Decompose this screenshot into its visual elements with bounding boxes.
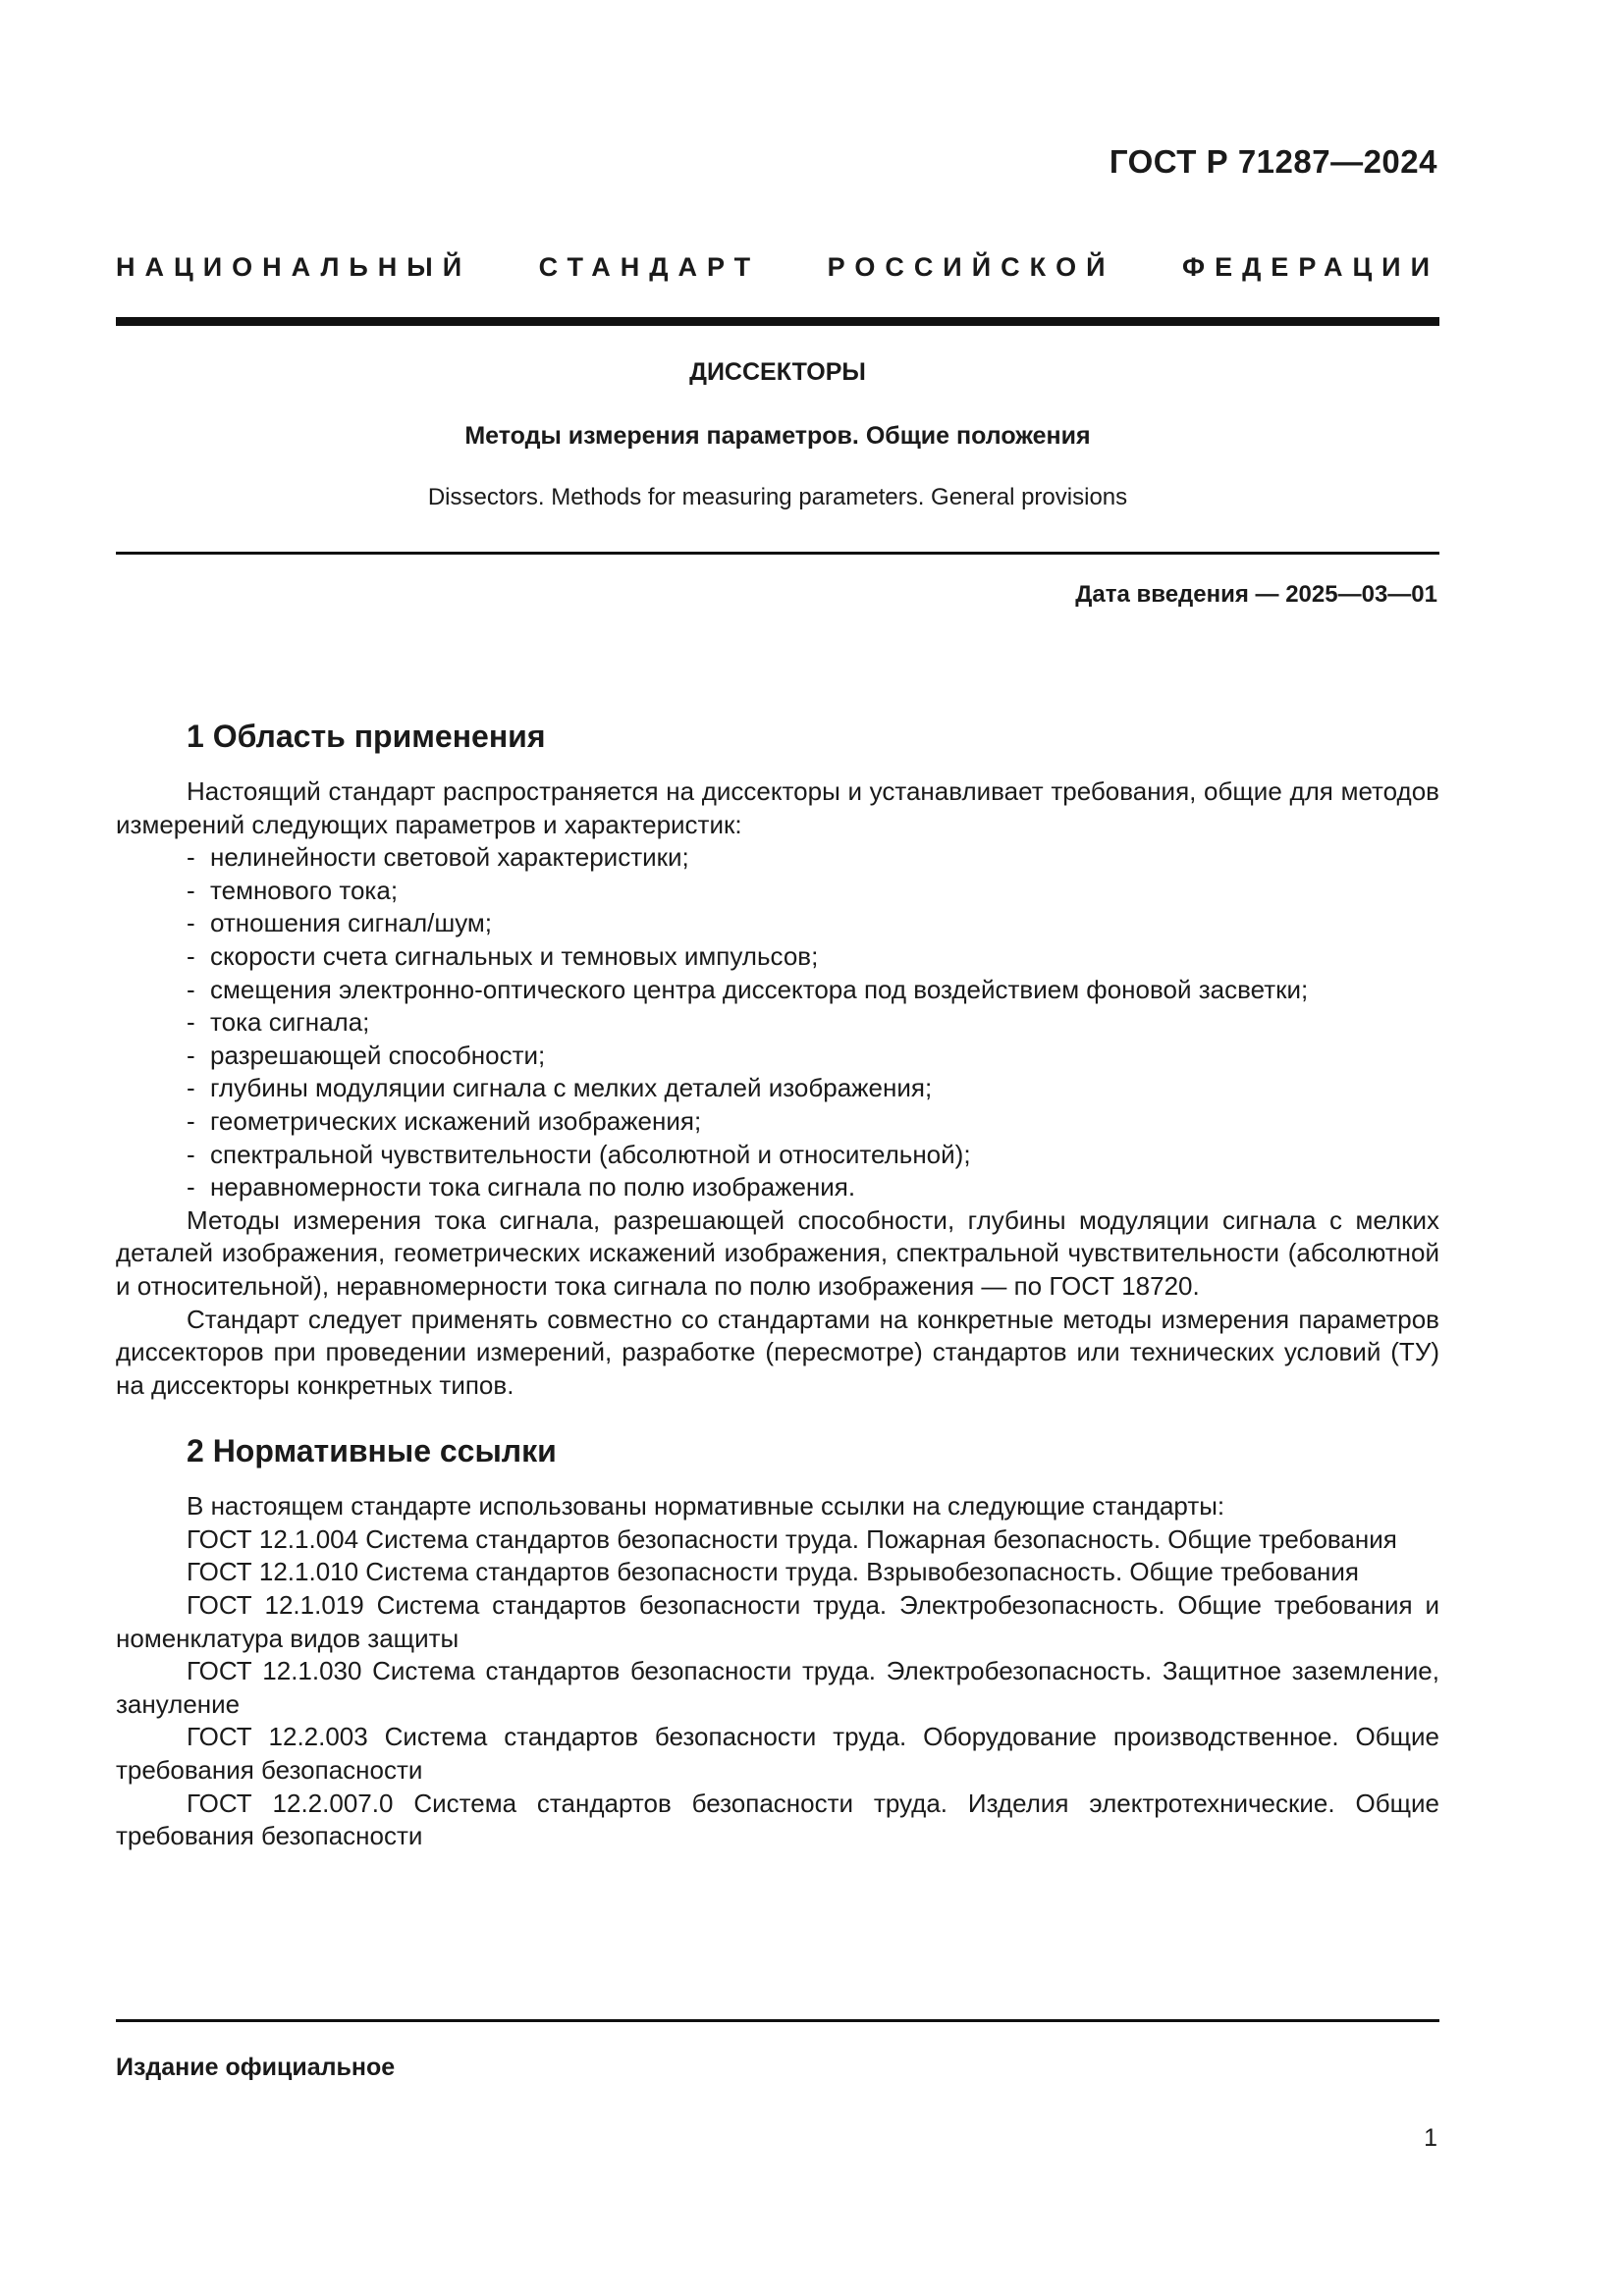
national-standard-banner: НАЦИОНАЛЬНЫЙ СТАНДАРТ РОССИЙСКОЙ ФЕДЕРАЦИИ	[116, 252, 1439, 282]
document-subtitle: Методы измерения параметров. Общие положения	[464, 422, 1091, 450]
list-item: - геометрических искажений изображения;	[187, 1105, 702, 1136]
section-2-heading: 2 Нормативные ссылки	[187, 1433, 557, 1469]
title-divider	[116, 552, 1439, 555]
effective-date: Дата введения — 2025—03—01	[1075, 581, 1437, 608]
list-item: - спектральной чувствительности (абсолютной и относительной);	[187, 1139, 971, 1169]
official-edition-label: Издание официальное	[116, 2054, 396, 2081]
list-item: - смещения электронно-оптического центра диссектора под воздействием фоновой засветки;	[187, 974, 1309, 1004]
header-divider	[116, 317, 1439, 326]
list-item: - темнового тока;	[187, 875, 399, 905]
list-item: - нелинейности световой характеристики;	[187, 842, 689, 873]
document-number: ГОСТ Р 71287—2024	[1109, 143, 1437, 180]
normative-reference: ГОСТ 12.1.019 Система стандартов безопасности труда. Электробезопасность. Общие требования и номенклатура видов защиты	[116, 1590, 1439, 1653]
english-title: Dissectors. Methods for measuring parameters. General provisions	[427, 484, 1128, 510]
normative-reference: ГОСТ 12.1.010 Система стандартов безопасности труда. Взрывобезопасность. Общие требования	[187, 1557, 1359, 1587]
page-number: 1	[1424, 2124, 1437, 2152]
list-item: - тока сигнала;	[187, 1007, 370, 1038]
section-1-paragraph-2: Методы измерения тока сигнала, разрешающей способности, глубины модуляции сигнала с мелких деталей изображения, геометрических искажений изображения, спектральной чувствительности (абсолютной и относительной), неравномерности тока сигнала по полю изображения — по ГОСТ 18720.	[116, 1204, 1439, 1301]
document-title: ДИССЕКТОРЫ	[689, 358, 866, 386]
section-1-intro: Настоящий стандарт распространяется на диссекторы и устанавливает требования, общие для методов измерений следующих параметров и характеристик:	[116, 776, 1439, 839]
normative-reference: ГОСТ 12.1.004 Система стандартов безопасности труда. Пожарная безопасность. Общие требования	[187, 1523, 1397, 1554]
document-body	[116, 717, 1439, 1853]
list-item: - разрешающей способности;	[187, 1040, 546, 1070]
footer-divider	[116, 2019, 1439, 2022]
section-2-intro: В настоящем стандарте использованы нормативные ссылки на следующие стандарты:	[187, 1491, 1225, 1522]
section-1-paragraph-3: Стандарт следует применять совместно со стандартами на конкретные методы измерения параметров диссекторов при проведении измерений, разработке (пересмотре) стандартов или технических условий (ТУ) на диссекторы конкретных типов.	[116, 1304, 1439, 1400]
list-item: - неравномерности тока сигнала по полю изображения.	[187, 1172, 856, 1202]
normative-reference: ГОСТ 12.1.030 Система стандартов безопасности труда. Электробезопасность. Защитное заземление, зануление	[116, 1656, 1439, 1719]
normative-reference: ГОСТ 12.2.003 Система стандартов безопасности труда. Оборудование производственное. Общие требования безопасности	[116, 1722, 1439, 1786]
list-item: - глубины модуляции сигнала с мелких деталей изображения;	[187, 1073, 933, 1103]
parameter-list	[116, 841, 1439, 1204]
section-1-heading: 1 Область применения	[187, 719, 546, 754]
list-item: - отношения сигнал/шум;	[187, 908, 493, 938]
list-item: - скорости счета сигнальных и темновых импульсов;	[187, 940, 819, 971]
normative-reference: ГОСТ 12.2.007.0 Система стандартов безопасности труда. Изделия электротехнические. Общие требования безопасности	[116, 1788, 1439, 1851]
